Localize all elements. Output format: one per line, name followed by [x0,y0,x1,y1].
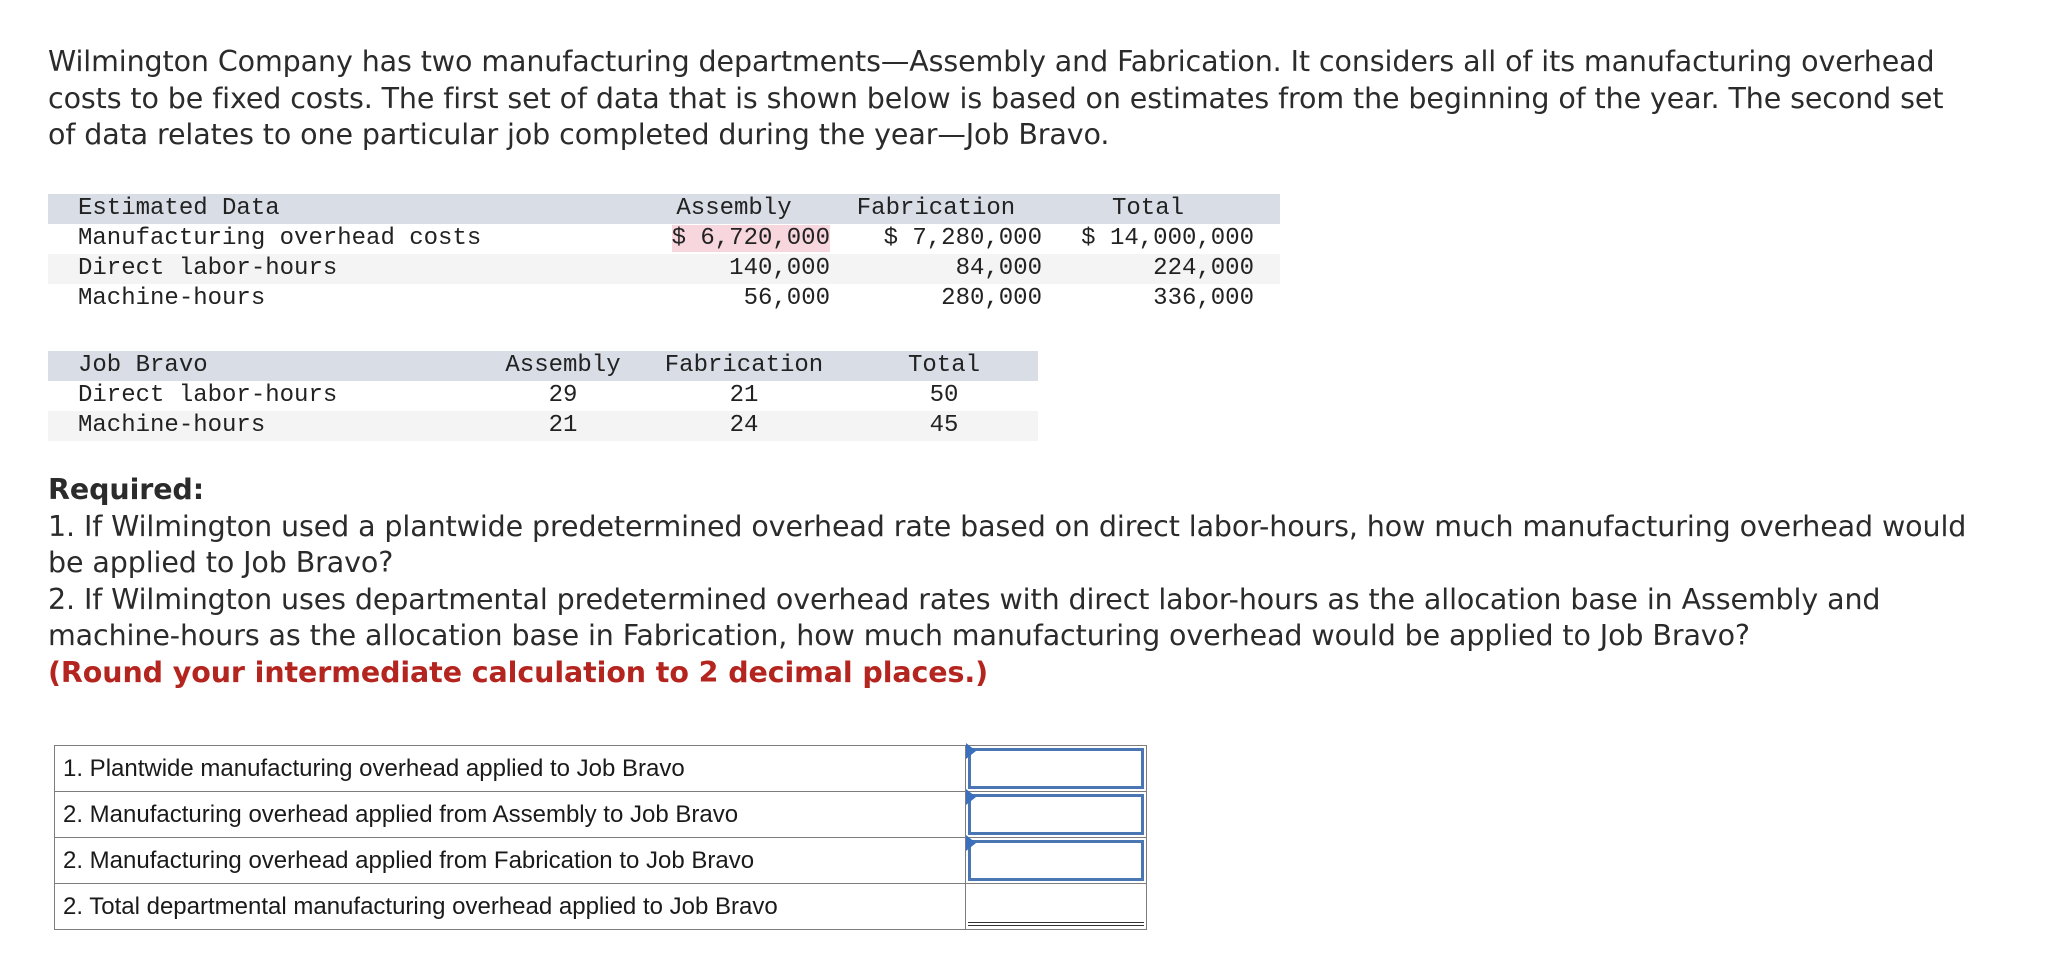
fabrication-overhead-input[interactable] [971,843,1141,878]
job-header-fabrication: Fabrication [664,352,824,379]
cell: 280,000 [941,285,1042,312]
cell: 224,000 [1153,255,1254,282]
job-header-assembly: Assembly [505,352,621,379]
cell: $ 14,000,000 [1081,225,1254,252]
estimated-header-label: Estimated Data [78,195,280,222]
cell: 45 [929,412,959,439]
table-row [48,411,1038,441]
job-bravo-table [48,351,1038,441]
answer-input-frame [968,840,1144,881]
job-header-row [48,351,1038,381]
answer-table [54,745,1147,930]
estimated-header-row [48,194,1280,224]
row-label: Direct labor-hours [78,255,338,282]
question-1: 1. If Wilmington used a plantwide predetermined overhead rate based on direct labor-hours, how much manufacturing overhead would be applied to Job Bravo? [48,509,1967,579]
row-label: Manufacturing overhead costs [78,225,482,252]
total-input-frame [968,886,1144,926]
estimated-header-assembly: Assembly [676,195,792,222]
answer-label: 2. Total departmental manufacturing overhead applied to Job Bravo [55,884,966,930]
job-header-label: Job Bravo [78,352,208,379]
cell: 336,000 [1153,285,1254,312]
answer-label: 1. Plantwide manufacturing overhead applied to Job Bravo [55,746,966,792]
cell: 56,000 [743,285,830,312]
answer-input-frame [968,748,1144,789]
answer-row [55,792,1147,838]
cell: 140,000 [729,255,830,282]
flag-marker-icon [966,789,976,805]
answer-row [55,838,1147,884]
answer-label: 2. Manufacturing overhead applied from Assembly to Job Bravo [55,792,966,838]
estimated-header-fabrication: Fabrication [856,195,1016,222]
table-row [48,224,1280,254]
cell: 21 [548,412,578,439]
cell: 24 [729,412,759,439]
answer-row [55,884,1147,930]
total-departmental-overhead-input[interactable] [968,886,1144,922]
answer-cell [966,838,1147,884]
plantwide-overhead-input[interactable] [971,751,1141,786]
flag-marker-icon [966,743,976,759]
answer-label: 2. Manufacturing overhead applied from Fabrication to Job Bravo [55,838,966,884]
answer-row [55,746,1147,792]
row-label: Machine-hours [78,285,266,312]
highlighted-cell: $ 6,720,000 [671,225,830,252]
row-label: Direct labor-hours [78,382,338,409]
required-section [48,472,1998,691]
row-label: Machine-hours [78,412,266,439]
cell: 21 [729,382,759,409]
answer-input-frame [968,794,1144,835]
cell: $ 7,280,000 [883,225,1042,252]
answer-cell [966,792,1147,838]
table-row [48,381,1038,411]
answer-cell [966,746,1147,792]
problem-intro: Wilmington Company has two manufacturing departments—Assembly and Fabrication. It considers all of its manufacturing overhead costs to be fixed costs. The first set of data that is shown below is based on estimates from the beginning of the year. The second set of data relates to one particular job completed during the year—Job Bravo. [48,45,1944,151]
job-header-total: Total [907,352,980,379]
flag-marker-icon [966,835,976,851]
table-row [48,284,1280,314]
required-title: Required: [48,473,205,506]
answer-cell [966,884,1147,930]
cell: 50 [929,382,959,409]
estimated-data-table [48,194,1280,314]
cell: 29 [548,382,578,409]
question-2: 2. If Wilmington uses departmental predetermined overhead rates with direct labor-hours as the allocation base in Assembly and machine-hours as the allocation base in Fabrication, how much manufacturing overhead would be applied to Job Bravo? [48,582,1881,652]
table-row [48,254,1280,284]
assembly-overhead-input[interactable] [971,797,1141,832]
rounding-note: (Round your intermediate calculation to 2 decimal places.) [48,655,989,689]
cell: 84,000 [955,255,1042,282]
estimated-header-total: Total [1111,195,1184,222]
